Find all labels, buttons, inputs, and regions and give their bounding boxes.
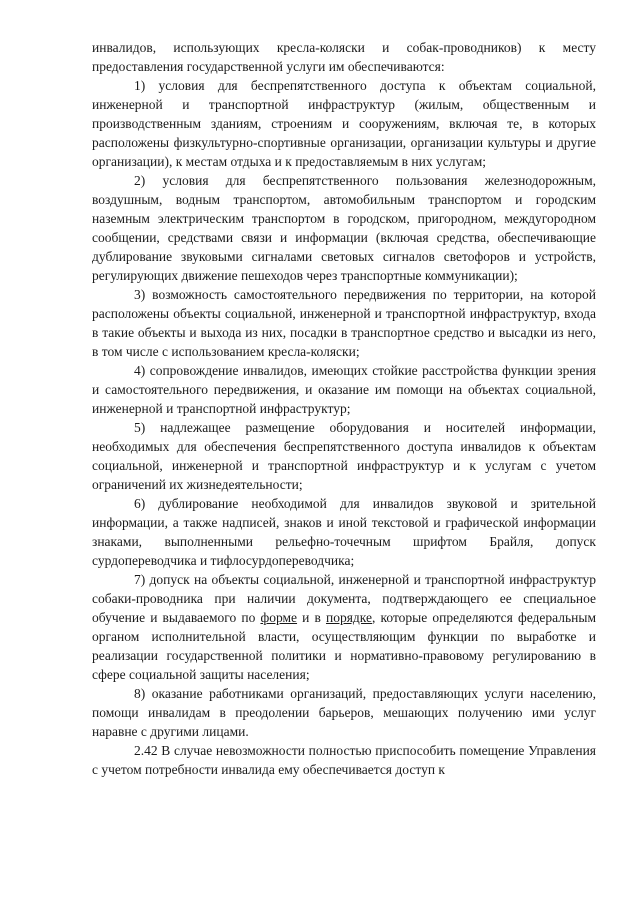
list-item-3: 3) возможность самостоятельного передвижения по территории, на которой расположены объекты социальной, инженерной и транспортной инфраструктур, входа в такие объекты и выхода из них, посадки в транспортное средство и высадки из него, в том числе с использованием кресла-коляски;	[92, 287, 596, 359]
list-item-6: 6) дублирование необходимой для инвалидов звуковой и зрительной информации, а также надписей, знаков и иной текстовой и графической информации знаками, выполненными рельефно-точечным шрифтом Брайля, допуск сурдопереводчика и тифлосурдопереводчика;	[92, 496, 596, 568]
list-item-8: 8) оказание работниками организаций, предоставляющих услуги населению, помощи инвалидам в преодолении барьеров, мешающих получению ими услуг наравне с другими лицами.	[92, 686, 596, 739]
document-body	[92, 38, 596, 779]
list-item-2: 2) условия для беспрепятственного пользования железнодорожным, воздушным, водным транспортом, автомобильным транспортом и городским наземным электрическим транспортом в городском, пригородном, междугородном сообщении, средствами связи и информации (включая средства, обеспечивающие дублирование звуковыми сигналами световых сигналов светофоров и устройств, регулирующих движение пешеходов через транспортные коммуникации);	[92, 173, 596, 283]
list-item-7-text-a: 7) допуск на объекты социальной, инженерной и транспортной инфраструктур собаки-проводника при наличии документа, подтверждающего ее специальное обучение и выдаваемого по	[92, 572, 596, 625]
list-item-5: 5) надлежащее размещение оборудования и носителей информации, необходимых для обеспечения беспрепятственного доступа инвалидов к объектам социальной, инженерной и транспортной инфраструктур и к услугам с учетом ограничений их жизнедеятельности;	[92, 420, 596, 492]
form-link[interactable]: форме	[260, 610, 298, 625]
paragraph-continuation: инвалидов, использующих кресла-коляски и собак-проводников) к месту предоставления государственной услуги им обеспечиваются:	[92, 40, 596, 74]
list-item-7	[92, 570, 596, 684]
list-item-4: 4) сопровождение инвалидов, имеющих стойкие расстройства функции зрения и самостоятельного передвижения, и оказание им помощи на объектах социальной, инженерной и транспортной инфраструктур;	[92, 363, 596, 416]
list-item-7-text-b: и в	[297, 610, 326, 625]
list-item-1: 1) условия для беспрепятственного доступа к объектам социальной, инженерной и транспортной инфраструктур (жилым, общественным и производственным зданиям, строениям и сооружениям, включая те, в которых расположены физкультурно-спортивные организации, организации культуры и другие организации), к местам отдыха и к предоставляемым в них услугам;	[92, 78, 596, 169]
list-item-7-text-c: , которые определяются федеральным органом исполнительной власти, осуществляющим функции по выработке и реализации государственной политики и нормативно-правовому регулированию в сфере социальной защиты населения;	[92, 610, 596, 682]
paragraph-2-42: 2.42 В случае невозможности полностью приспособить помещение Управления с учетом потребности инвалида ему обеспечивается доступ к	[92, 743, 596, 777]
procedure-link[interactable]: порядке	[325, 610, 373, 625]
